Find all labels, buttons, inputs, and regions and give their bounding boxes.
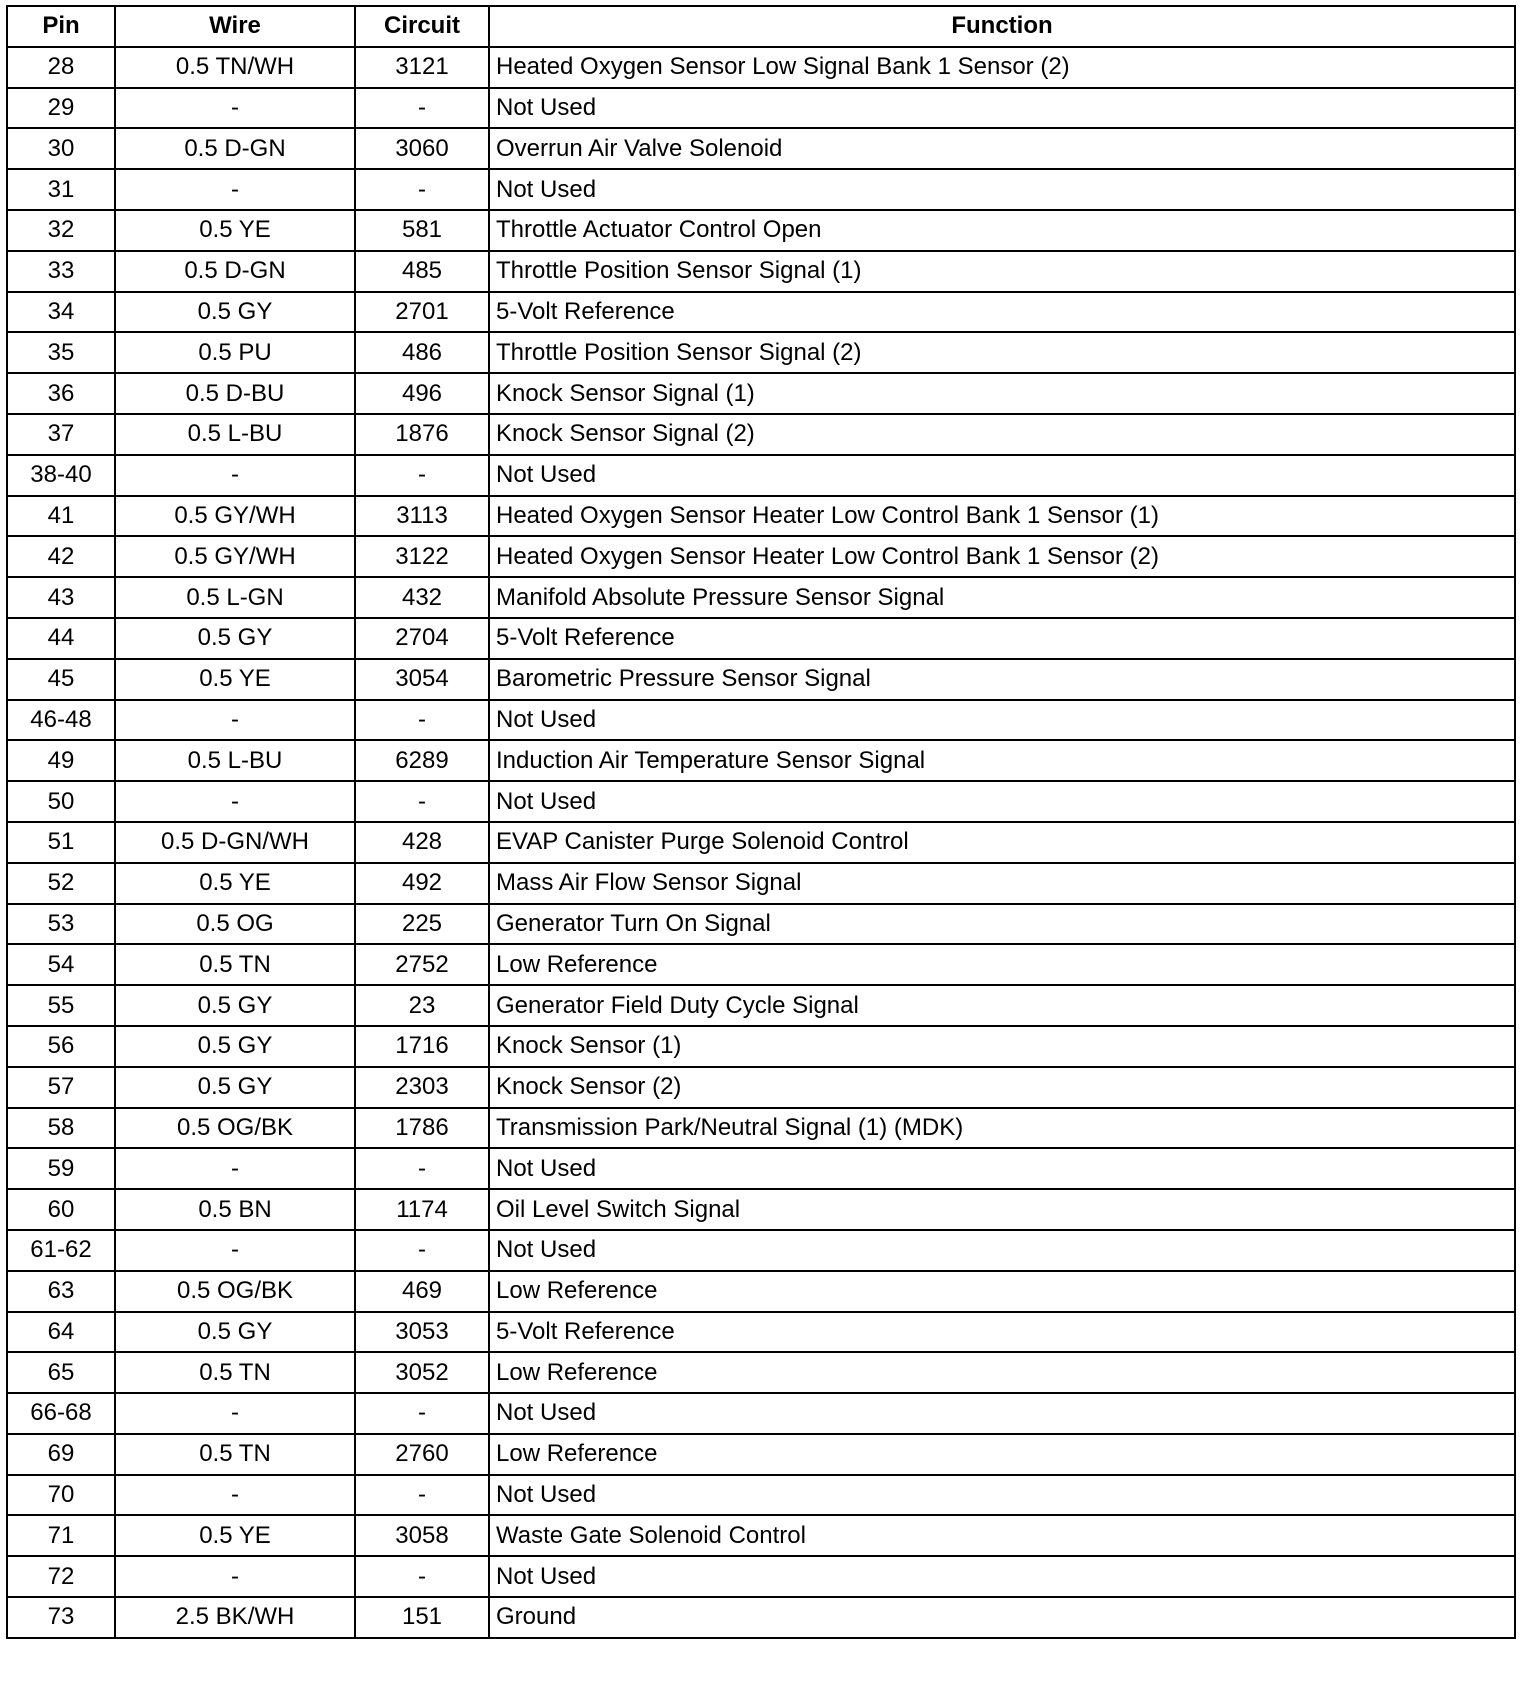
circuit-cell: 2701 [355,292,489,333]
pin-cell: 66-68 [7,1393,115,1434]
circuit-cell: 2303 [355,1067,489,1108]
function-cell: Knock Sensor (1) [489,1026,1515,1067]
circuit-cell: 3113 [355,496,489,537]
function-cell: Not Used [489,88,1515,129]
function-cell: Heated Oxygen Sensor Low Signal Bank 1 Sensor (2) [489,47,1515,88]
function-cell: Transmission Park/Neutral Signal (1) (MDK) [489,1108,1515,1149]
circuit-cell: 428 [355,822,489,863]
function-cell: Heated Oxygen Sensor Heater Low Control Bank 1 Sensor (1) [489,496,1515,537]
table-row [7,1271,1515,1312]
table-row [7,1393,1515,1434]
wire-cell: - [115,88,355,129]
wire-cell: 0.5 GY [115,292,355,333]
function-cell: 5-Volt Reference [489,292,1515,333]
wire-cell: 0.5 TN [115,1434,355,1475]
function-cell: Overrun Air Valve Solenoid [489,128,1515,169]
circuit-cell: 2704 [355,618,489,659]
pin-cell: 54 [7,944,115,985]
pin-cell: 34 [7,292,115,333]
wire-cell: 0.5 L-BU [115,740,355,781]
wire-cell: - [115,1556,355,1597]
function-cell: Throttle Position Sensor Signal (2) [489,332,1515,373]
table-row [7,496,1515,537]
circuit-cell: 1174 [355,1189,489,1230]
wire-cell: 0.5 GY [115,1026,355,1067]
pin-cell: 72 [7,1556,115,1597]
circuit-cell: 581 [355,210,489,251]
function-cell: Ground [489,1597,1515,1638]
table-row [7,781,1515,822]
pin-cell: 31 [7,169,115,210]
pin-cell: 28 [7,47,115,88]
circuit-cell: 225 [355,904,489,945]
pin-cell: 59 [7,1148,115,1189]
wire-cell: - [115,781,355,822]
circuit-cell: 3121 [355,47,489,88]
pin-cell: 69 [7,1434,115,1475]
circuit-cell: 1876 [355,414,489,455]
wire-cell: - [115,1475,355,1516]
wire-cell: 0.5 D-GN [115,251,355,292]
wire-cell: 0.5 L-BU [115,414,355,455]
wire-cell: - [115,455,355,496]
table-row [7,740,1515,781]
connector-pinout-table [6,5,1516,1639]
pin-cell: 63 [7,1271,115,1312]
table-row [7,292,1515,333]
table-row [7,536,1515,577]
pin-cell: 60 [7,1189,115,1230]
function-cell: Knock Sensor (2) [489,1067,1515,1108]
circuit-cell: 1786 [355,1108,489,1149]
pin-cell: 36 [7,373,115,414]
table-row [7,985,1515,1026]
circuit-cell: - [355,1148,489,1189]
wire-cell: 0.5 D-BU [115,373,355,414]
circuit-cell: 2752 [355,944,489,985]
table-row [7,169,1515,210]
table-row [7,1515,1515,1556]
table-row [7,904,1515,945]
circuit-cell: - [355,1230,489,1271]
function-cell: Not Used [489,700,1515,741]
header-wire: Wire [115,6,355,47]
pin-cell: 55 [7,985,115,1026]
wire-cell: - [115,1230,355,1271]
wire-cell: 0.5 D-GN/WH [115,822,355,863]
table-row [7,944,1515,985]
function-cell: 5-Volt Reference [489,618,1515,659]
function-cell: Not Used [489,169,1515,210]
function-cell: Not Used [489,1475,1515,1516]
function-cell: Not Used [489,1148,1515,1189]
wire-cell: - [115,1393,355,1434]
pin-cell: 32 [7,210,115,251]
function-cell: Knock Sensor Signal (2) [489,414,1515,455]
circuit-cell: - [355,1475,489,1516]
wire-cell: - [115,1148,355,1189]
circuit-cell: 496 [355,373,489,414]
circuit-cell: 432 [355,577,489,618]
pin-cell: 73 [7,1597,115,1638]
circuit-cell: 485 [355,251,489,292]
wire-cell: 0.5 YE [115,863,355,904]
header-pin: Pin [7,6,115,47]
wire-cell: 0.5 OG/BK [115,1108,355,1149]
table-row [7,1597,1515,1638]
table-row [7,128,1515,169]
table-row [7,251,1515,292]
pin-cell: 64 [7,1312,115,1353]
pin-cell: 41 [7,496,115,537]
circuit-cell: 151 [355,1597,489,1638]
circuit-cell: 3053 [355,1312,489,1353]
pin-cell: 29 [7,88,115,129]
table-row [7,455,1515,496]
pin-cell: 50 [7,781,115,822]
table-body [7,47,1515,1638]
function-cell: Throttle Actuator Control Open [489,210,1515,251]
table-row [7,1108,1515,1149]
pin-cell: 35 [7,332,115,373]
table-row [7,88,1515,129]
table-row [7,1230,1515,1271]
table-row [7,1026,1515,1067]
pin-cell: 46-48 [7,700,115,741]
circuit-cell: 3122 [355,536,489,577]
circuit-cell: 23 [355,985,489,1026]
header-row [7,6,1515,47]
table-row [7,618,1515,659]
table-header [7,6,1515,47]
function-cell: Low Reference [489,1271,1515,1312]
table-row [7,1067,1515,1108]
pin-cell: 43 [7,577,115,618]
wire-cell: 0.5 TN [115,1352,355,1393]
function-cell: Generator Field Duty Cycle Signal [489,985,1515,1026]
wire-cell: 0.5 GY [115,985,355,1026]
circuit-cell: 3058 [355,1515,489,1556]
circuit-cell: 492 [355,863,489,904]
pin-cell: 33 [7,251,115,292]
table-row [7,1189,1515,1230]
circuit-cell: 1716 [355,1026,489,1067]
pin-cell: 52 [7,863,115,904]
wire-cell: 0.5 TN/WH [115,47,355,88]
function-cell: Not Used [489,1393,1515,1434]
wire-cell: 0.5 YE [115,1515,355,1556]
table-row [7,822,1515,863]
table-row [7,659,1515,700]
table-row [7,1352,1515,1393]
wire-cell: 0.5 D-GN [115,128,355,169]
table-row [7,863,1515,904]
wire-cell: 0.5 PU [115,332,355,373]
function-cell: Knock Sensor Signal (1) [489,373,1515,414]
wire-cell: 0.5 GY [115,1067,355,1108]
wire-cell: 0.5 OG [115,904,355,945]
table-row [7,1148,1515,1189]
pin-cell: 30 [7,128,115,169]
header-circuit: Circuit [355,6,489,47]
function-cell: Waste Gate Solenoid Control [489,1515,1515,1556]
function-cell: Not Used [489,455,1515,496]
pin-cell: 49 [7,740,115,781]
pin-cell: 56 [7,1026,115,1067]
function-cell: EVAP Canister Purge Solenoid Control [489,822,1515,863]
circuit-cell: 3052 [355,1352,489,1393]
table-row [7,373,1515,414]
wire-cell: 2.5 BK/WH [115,1597,355,1638]
circuit-cell: 3060 [355,128,489,169]
pin-cell: 71 [7,1515,115,1556]
pin-cell: 44 [7,618,115,659]
function-cell: Mass Air Flow Sensor Signal [489,863,1515,904]
pin-cell: 70 [7,1475,115,1516]
circuit-cell: - [355,781,489,822]
function-cell: Generator Turn On Signal [489,904,1515,945]
pin-cell: 58 [7,1108,115,1149]
table-row [7,1312,1515,1353]
pin-cell: 37 [7,414,115,455]
pin-cell: 53 [7,904,115,945]
function-cell: Barometric Pressure Sensor Signal [489,659,1515,700]
circuit-cell: - [355,88,489,129]
function-cell: Manifold Absolute Pressure Sensor Signal [489,577,1515,618]
function-cell: Induction Air Temperature Sensor Signal [489,740,1515,781]
circuit-cell: 2760 [355,1434,489,1475]
pin-cell: 51 [7,822,115,863]
circuit-cell: 469 [355,1271,489,1312]
circuit-cell: - [355,455,489,496]
table-row [7,210,1515,251]
circuit-cell: - [355,700,489,741]
function-cell: Low Reference [489,1434,1515,1475]
wire-cell: 0.5 GY/WH [115,536,355,577]
table-row [7,577,1515,618]
wire-cell: 0.5 YE [115,659,355,700]
table-row [7,1475,1515,1516]
wire-cell: - [115,700,355,741]
function-cell: Not Used [489,1556,1515,1597]
wire-cell: 0.5 OG/BK [115,1271,355,1312]
circuit-cell: 6289 [355,740,489,781]
circuit-cell: - [355,1393,489,1434]
wire-cell: - [115,169,355,210]
header-function: Function [489,6,1515,47]
table-row [7,414,1515,455]
pin-cell: 45 [7,659,115,700]
circuit-cell: - [355,1556,489,1597]
wire-cell: 0.5 GY [115,618,355,659]
function-cell: Low Reference [489,944,1515,985]
circuit-cell: 3054 [355,659,489,700]
wire-cell: 0.5 GY [115,1312,355,1353]
table-row [7,700,1515,741]
function-cell: Not Used [489,1230,1515,1271]
function-cell: Not Used [489,781,1515,822]
table-row [7,1556,1515,1597]
table-row [7,47,1515,88]
pin-cell: 61-62 [7,1230,115,1271]
wire-cell: 0.5 TN [115,944,355,985]
circuit-cell: 486 [355,332,489,373]
pin-cell: 42 [7,536,115,577]
wire-cell: 0.5 YE [115,210,355,251]
pin-cell: 57 [7,1067,115,1108]
table-row [7,332,1515,373]
wire-cell: 0.5 GY/WH [115,496,355,537]
pin-cell: 38-40 [7,455,115,496]
function-cell: Low Reference [489,1352,1515,1393]
table-row [7,1434,1515,1475]
function-cell: Oil Level Switch Signal [489,1189,1515,1230]
wire-cell: 0.5 L-GN [115,577,355,618]
wire-cell: 0.5 BN [115,1189,355,1230]
circuit-cell: - [355,169,489,210]
function-cell: Throttle Position Sensor Signal (1) [489,251,1515,292]
function-cell: 5-Volt Reference [489,1312,1515,1353]
pin-cell: 65 [7,1352,115,1393]
function-cell: Heated Oxygen Sensor Heater Low Control Bank 1 Sensor (2) [489,536,1515,577]
